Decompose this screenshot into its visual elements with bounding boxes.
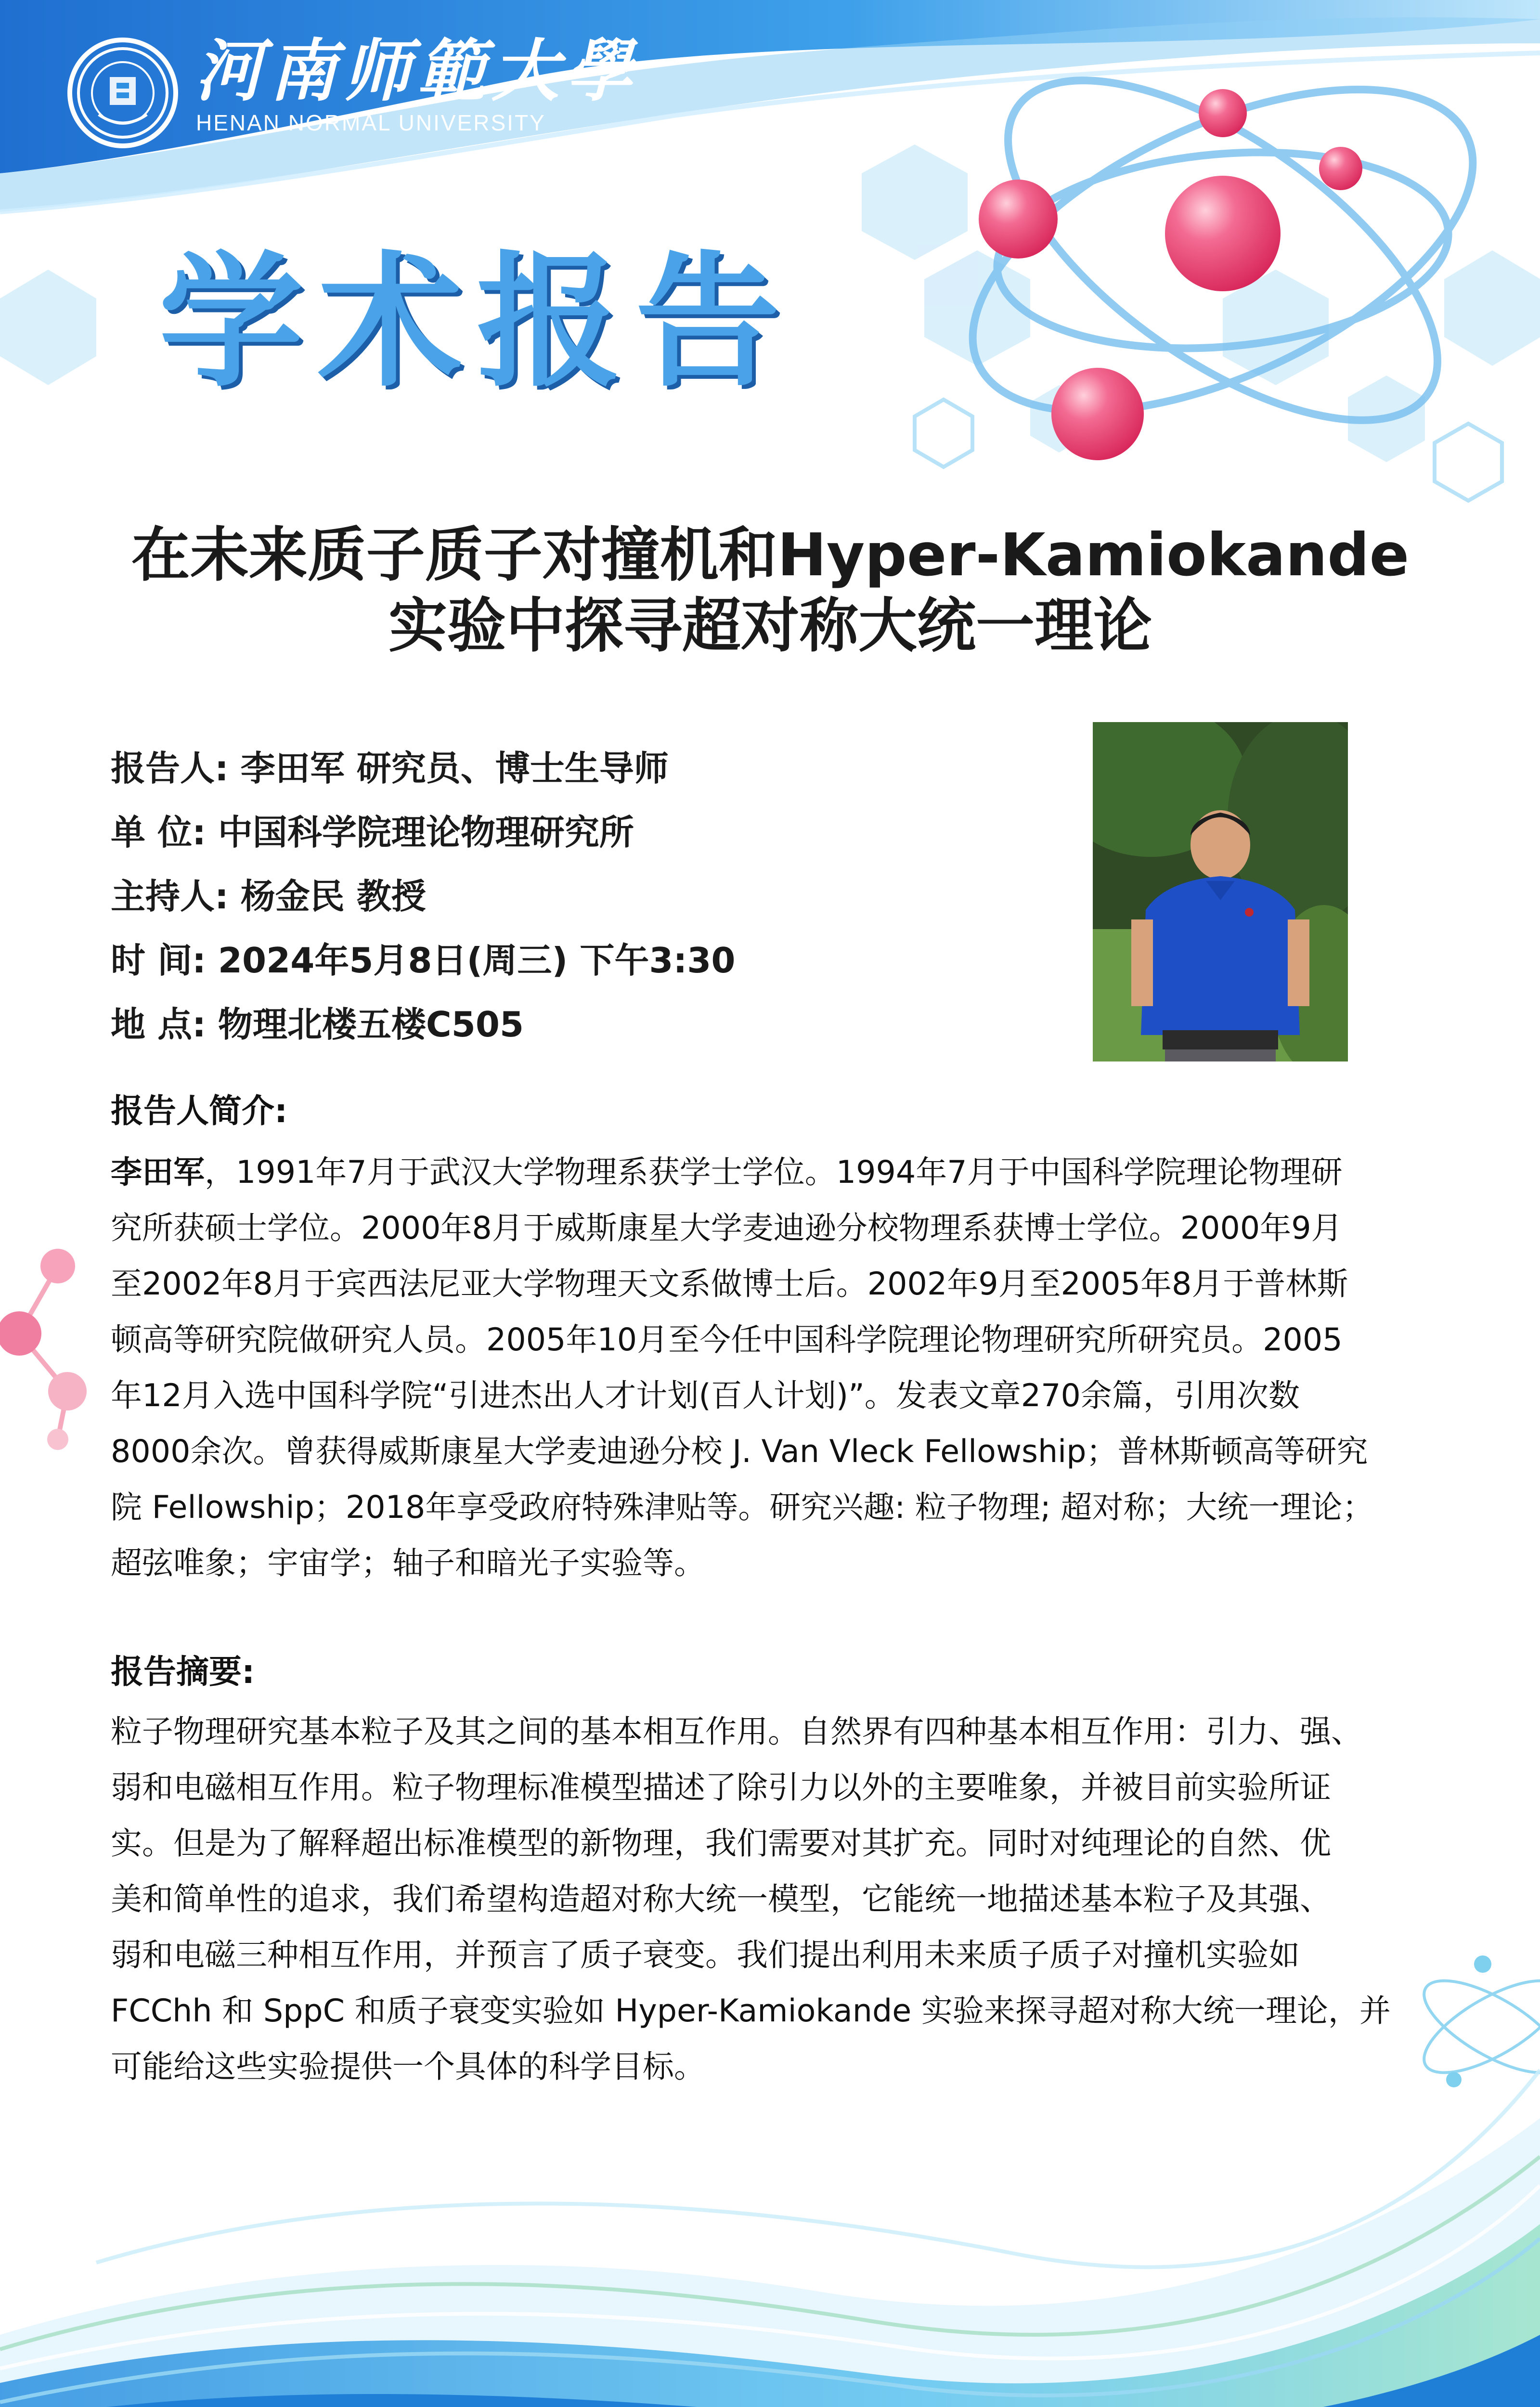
info-speaker: 报告人: 李田军 研究员、博士生导师: [111, 748, 669, 789]
talk-title-line1: 在未来质子质子对撞机和Hyper-Kamiokande: [131, 521, 1410, 589]
bio-line: 8000余次。曾获得威斯康星大学麦迪逊分校 J. Van Vleck Fellowship；普林斯顿高等研究: [111, 1434, 1368, 1470]
bio-line: 年12月入选中国科学院“引进杰出人才计划(百人计划)”。发表文章270余篇，引用次数: [111, 1378, 1300, 1414]
abstract-heading: 报告摘要:: [111, 1653, 255, 1691]
banner-title: 学术报告: [159, 238, 794, 406]
speaker-photo: [1093, 722, 1348, 1061]
talk-title-line2: 实验中探寻超对称大统一理论: [388, 592, 1152, 660]
abstract-line: 美和简单性的追求，我们希望构造超对称大统一模型，它能统一地描述基本粒子及其强、: [111, 1881, 1332, 1917]
info-location: 地 点: 物理北楼五楼C505: [111, 1004, 524, 1045]
info-affiliation: 单 位: 中国科学院理论物理研究所: [111, 812, 634, 853]
abstract-line: 可能给这些实验提供一个具体的科学目标。: [111, 2049, 706, 2085]
university-seal-icon: [67, 38, 178, 148]
abstract-line: FCChh 和 SppC 和质子衰变实验如 Hyper-Kamiokande 实验来探寻超对称大统一理论，并: [111, 1993, 1391, 2029]
bio-heading: 报告人简介:: [111, 1092, 288, 1130]
bio-paragraph: [111, 1145, 1430, 1592]
info-host: 主持人: 杨金民 教授: [111, 876, 426, 917]
university-name-en: HENAN NORMAL UNIVERSITY: [196, 110, 546, 135]
abstract-line: 弱和电磁相互作用。粒子物理标准模型描述了除引力以外的主要唯象，并被目前实验所证: [111, 1770, 1332, 1806]
info-time: 时 间: 2024年5月8日(周三) 下午3:30: [111, 940, 736, 981]
bio-line: 至2002年8月于宾西法尼亚大学物理天文系做博士后。2002年9月至2005年8月于普林斯: [111, 1266, 1348, 1302]
abstract-line: 实。但是为了解释超出标准模型的新物理，我们需要对其扩充。同时对纯理论的自然、优: [111, 1825, 1332, 1862]
bio-line: 院 Fellowship；2018年享受政府特殊津贴等。研究兴趣: 粒子物理; 超对称；大统一理论；: [111, 1489, 1374, 1526]
bio-line: ，1991年7月于武汉大学物理系获学士学位。1994年7月于中国科学院理论物理研: [205, 1154, 1343, 1191]
abstract-paragraph: [111, 1704, 1430, 2095]
bio-line: 顿高等研究院做研究人员。2005年10月至今任中国科学院理论物理研究所研究员。2005: [111, 1322, 1343, 1358]
abstract-line: 粒子物理研究基本粒子及其之间的基本相互作用。自然界有四种基本相互作用：引力、强、: [111, 1714, 1363, 1750]
bio-line: 究所获硕士学位。2000年8月于威斯康星大学麦迪逊分校物理系获博士学位。2000年9月: [111, 1210, 1343, 1246]
university-name-cn: 河南师範大學: [195, 32, 640, 111]
bio-speaker-name: 李田军: [111, 1154, 205, 1191]
bio-line: 超弦唯象；宇宙学；轴子和暗光子实验等。: [111, 1545, 706, 1581]
abstract-line: 弱和电磁三种相互作用，并预言了质子衰变。我们提出利用未来质子质子对撞机实验如: [111, 1937, 1300, 1973]
